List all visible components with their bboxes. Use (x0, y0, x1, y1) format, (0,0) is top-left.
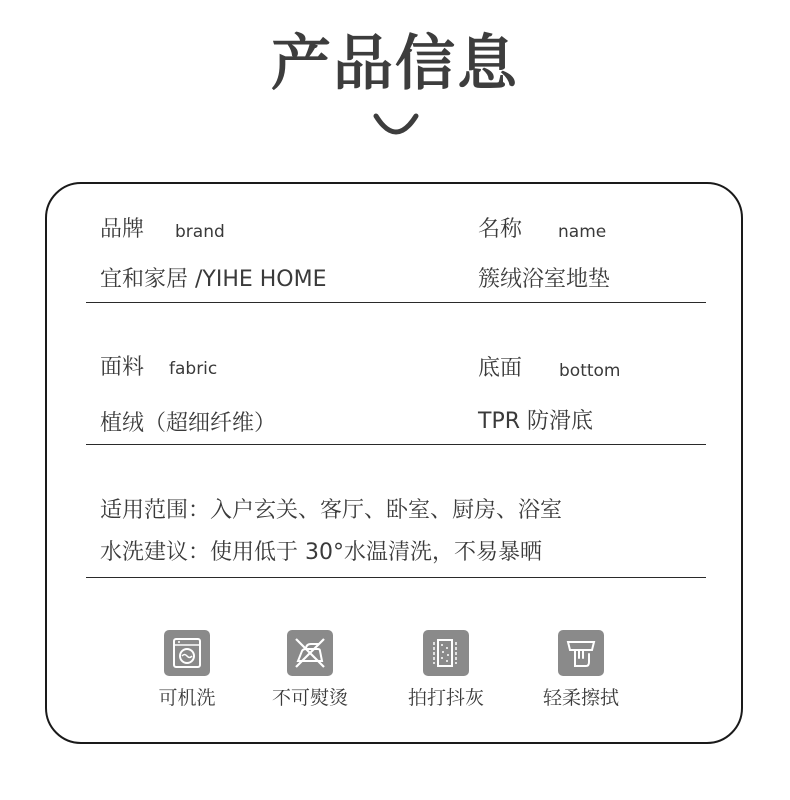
divider (86, 302, 706, 303)
bottom-label-en: bottom (559, 361, 621, 381)
brand-value: 宜和家居 /YIHE HOME (100, 267, 327, 292)
fabric-label: 面料 (100, 355, 145, 380)
care-item-machine-wash (122, 630, 252, 710)
care-label: 轻柔擦拭 (542, 687, 619, 709)
no-iron-icon (287, 630, 333, 676)
pat-dust-icon (423, 630, 469, 676)
care-item-pat-dust (381, 630, 511, 710)
care-item-gentle-wipe (516, 630, 646, 710)
care-label: 不可熨烫 (271, 687, 348, 709)
brand-label-en: brand (175, 222, 225, 242)
divider (86, 444, 706, 445)
washing-advice: 水洗建议：使用低于 30°水温清洗，不易暴晒 (100, 540, 542, 565)
care-label: 可机洗 (158, 687, 216, 709)
fabric-label-en: fabric (169, 359, 218, 379)
name-label: 名称 (478, 217, 523, 242)
washing-machine-icon (164, 630, 210, 676)
care-item-no-iron (245, 630, 375, 710)
smile-icon (372, 112, 420, 138)
bottom-value: TPR 防滑底 (478, 409, 593, 434)
name-label-en: name (558, 222, 607, 242)
brand-label: 品牌 (100, 217, 145, 242)
name-value: 簇绒浴室地垫 (478, 267, 611, 292)
bottom-label: 底面 (478, 356, 523, 381)
fabric-value: 植绒（超细纤维） (100, 411, 277, 436)
divider (86, 577, 706, 578)
page-title: 产品信息 (271, 29, 519, 99)
usage-scope: 适用范围：入户玄关、客厅、卧室、厨房、浴室 (100, 498, 563, 523)
care-label: 拍打抖灰 (407, 687, 484, 709)
gentle-wipe-icon (558, 630, 604, 676)
